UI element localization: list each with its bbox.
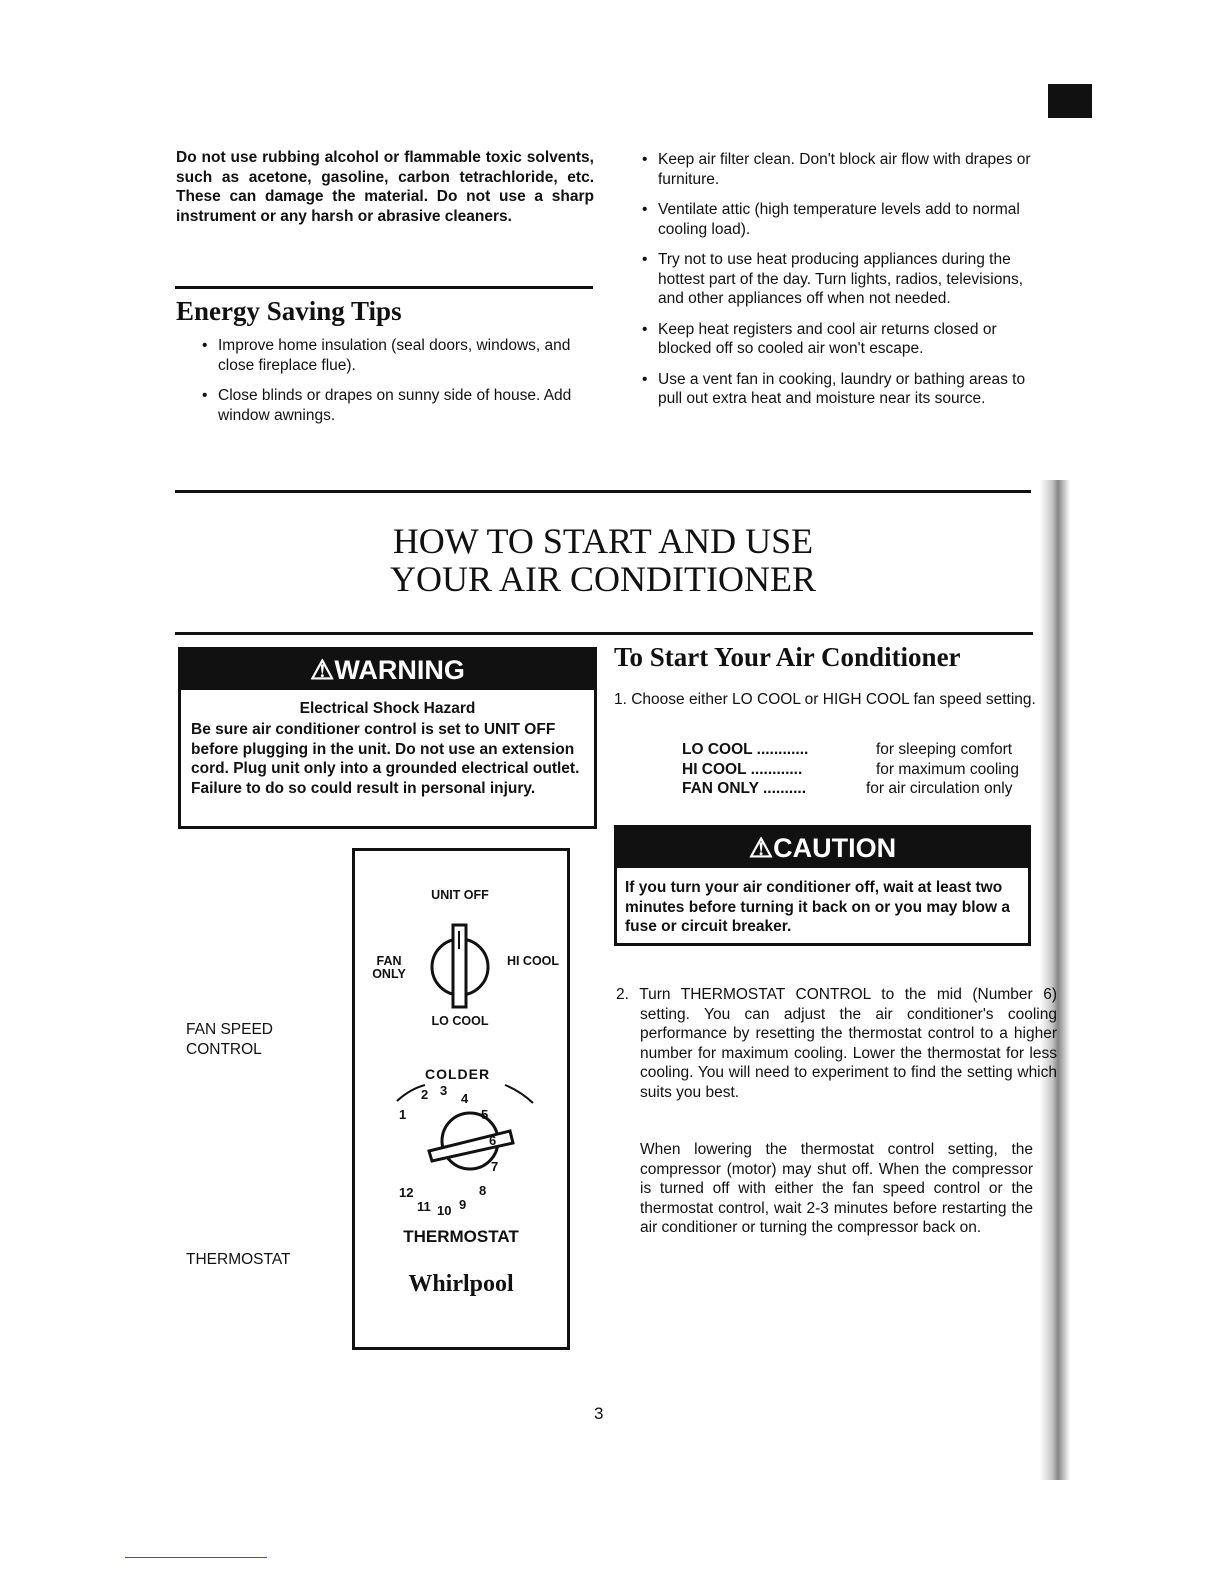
- whirlpool-logo: Whirlpool: [408, 1271, 514, 1297]
- lo-cool-label: LO COOL: [431, 1014, 489, 1028]
- title-line: YOUR AIR CONDITIONER: [390, 559, 816, 599]
- warning-body: Be sure air conditioner control is set to UNIT OFF before plugging in the unit. Do not use an extension cord. Plug unit only into a grounded electrical outlet. Failure to do so could result in personal injury.: [191, 721, 580, 797]
- divider: [175, 632, 1033, 635]
- fan-only-label: FAN ONLY: [372, 954, 406, 981]
- scan-edge-artifact: [1040, 480, 1070, 1480]
- energy-tips-left: [200, 336, 595, 436]
- colder-label: COLDER: [425, 1066, 491, 1082]
- unit-off-label: UNIT OFF: [431, 888, 489, 902]
- divider: [175, 286, 593, 289]
- energy-heading: Energy Saving Tips: [176, 296, 402, 326]
- list-item: • Keep air filter clean. Don't block air flow with drapes or furniture.: [640, 150, 1034, 189]
- step-2: 2. Turn THERMOSTAT CONTROL to the mid (Number 6) setting. You can adjust the air conditioner's cooling performance by resetting the thermostat control to a higher number for maximum cooling. Lower the thermostat for less cooling. You will need to experiment to find the setting which suits you best.: [616, 986, 1057, 1101]
- fan-speed-control-label: FAN SPEED CONTROL: [186, 1021, 273, 1058]
- caution-box: [614, 825, 1031, 946]
- page-title: [175, 522, 1031, 598]
- dial-number: 4: [461, 1091, 469, 1106]
- caution-body: If you turn your air conditioner off, wait at least two minutes before turning it back on or you may blow a fuse or circuit breaker.: [625, 879, 1010, 935]
- thermostat-knob[interactable]: [385, 1051, 545, 1201]
- dial-number: 8: [479, 1183, 487, 1198]
- list-item: • Try not to use heat producing appliances during the hottest part of the day. Turn lights, radios, televisions, and other appliances off when not needed.: [640, 250, 1034, 309]
- dial-number: 3: [440, 1083, 448, 1098]
- dial-number: 5: [481, 1107, 489, 1122]
- list-item: • Close blinds or drapes on sunny side of house. Add window awnings.: [200, 386, 595, 425]
- dial-number: 12: [399, 1185, 414, 1200]
- thermostat-label: THERMOSTAT: [186, 1251, 291, 1268]
- thermostat-caption: THERMOSTAT: [403, 1227, 519, 1246]
- fan-settings-table: [682, 740, 1019, 799]
- footer-line: [125, 1557, 267, 1558]
- page-number: 3: [594, 1404, 604, 1423]
- warning-box: [178, 647, 597, 829]
- hi-cool-label: HI COOL: [506, 954, 560, 968]
- warning-header: ⚠WARNING: [181, 650, 594, 690]
- table-row: FAN ONLY .......... for air circulation only: [682, 780, 1013, 797]
- dial-number: 2: [421, 1087, 429, 1102]
- list-item: • Ventilate attic (high temperature levels add to normal cooling load).: [640, 200, 1034, 239]
- warning-subtitle: Electrical Shock Hazard: [299, 700, 476, 717]
- step-2-note: When lowering the thermostat control setting, the compressor (motor) may shut off. When the compressor is turned off with either the fan speed control or the thermostat control, wait 2-3 minutes before restarting the air conditioner or turning the compressor back on.: [640, 1141, 1033, 1236]
- section-tab-marker: [1048, 84, 1092, 118]
- step-1: 1. Choose either LO COOL or HIGH COOL fan speed setting.: [614, 691, 1036, 708]
- dial-number: 9: [459, 1197, 467, 1212]
- divider: [175, 490, 1031, 493]
- control-panel-diagram: [352, 848, 570, 1350]
- dial-number: 1: [399, 1107, 407, 1122]
- cleaning-caution-text: Do not use rubbing alcohol or flammable toxic solvents, such as acetone, gasoline, carbon tetrachloride, etc. These can damage the material. Do not use a sharp instrument or any harsh or abrasive cleaners.: [176, 149, 594, 225]
- list-item: • Keep heat registers and cool air returns closed or blocked off so cooled air won't escape.: [640, 320, 1034, 359]
- dial-number: 7: [491, 1159, 499, 1174]
- dial-number: 6: [489, 1133, 497, 1148]
- fan-speed-knob[interactable]: [425, 919, 495, 1013]
- list-item: • Improve home insulation (seal doors, windows, and close fireplace flue).: [200, 336, 595, 375]
- table-row: HI COOL ............ for maximum cooling: [682, 760, 1019, 778]
- title-line: HOW TO START AND USE: [392, 521, 814, 561]
- caution-header: ⚠CAUTION: [617, 828, 1028, 868]
- dial-number: 10: [437, 1203, 452, 1218]
- energy-tips-right: [640, 150, 1034, 420]
- dial-number: 11: [417, 1199, 431, 1214]
- table-row: LO COOL ............ for sleeping comfort: [682, 741, 1013, 758]
- list-item: • Use a vent fan in cooking, laundry or bathing areas to pull out extra heat and moisture near its source.: [640, 370, 1034, 409]
- start-heading: To Start Your Air Conditioner: [614, 642, 961, 672]
